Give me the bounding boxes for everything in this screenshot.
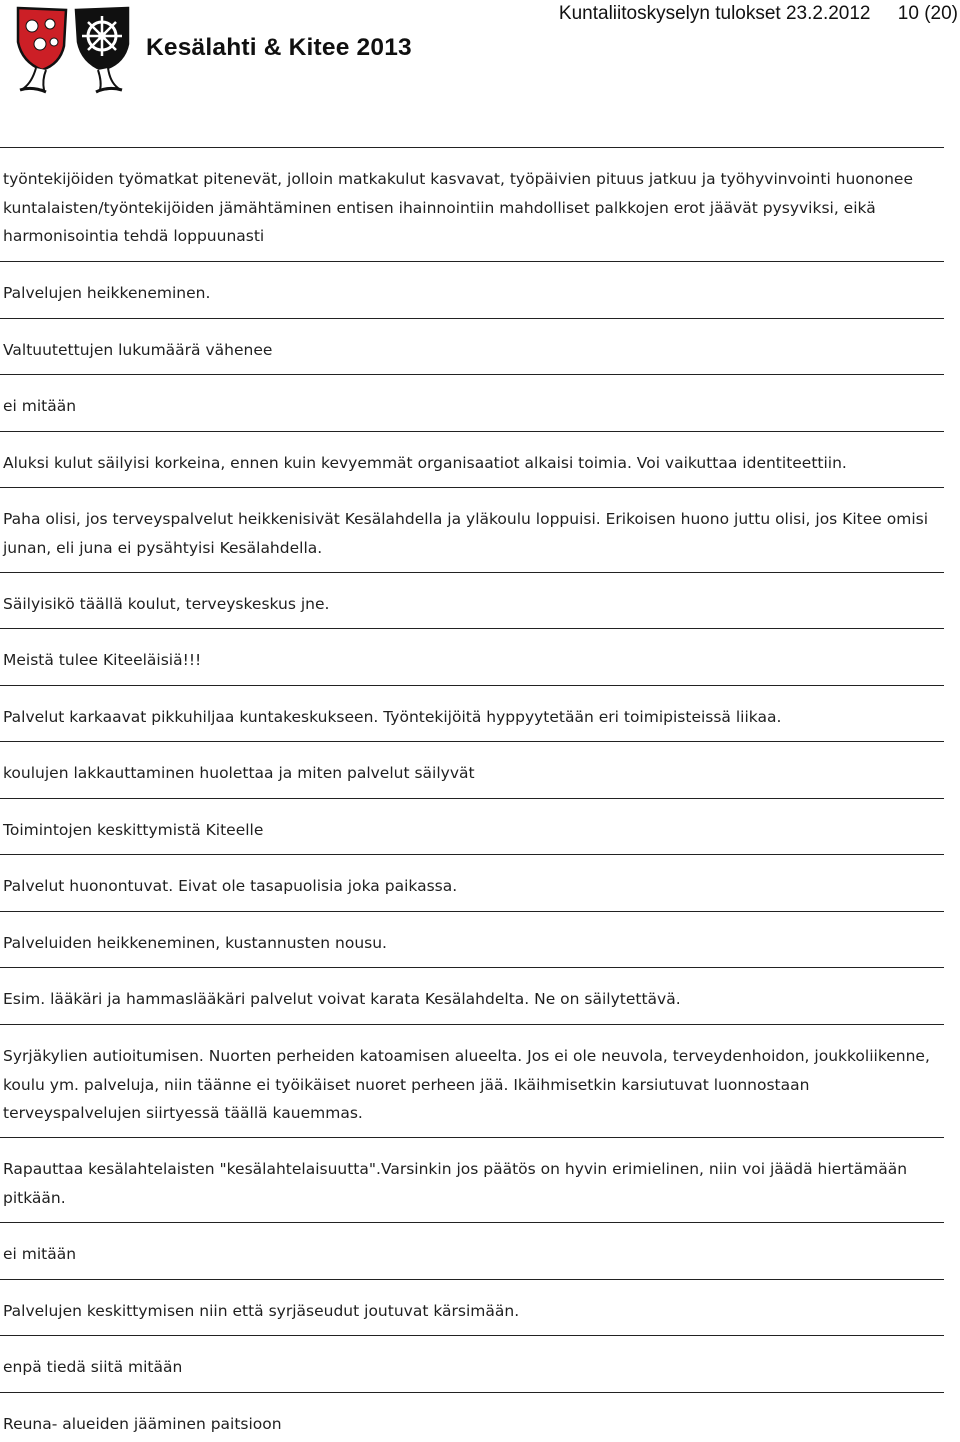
answer-item — [0, 431, 944, 487]
answer-text: työntekijöiden työmatkat pitenevät, jolloin matkakulut kasvavat, työpäivien pituus jatkuu ja työhyvinvointi huononee kuntalaisten/työntekijöiden jämähtäminen entisen ihainnointiin mahdolliset palkkojen erot jäävät pysyviksi, eikä harmonisointia tehdä loppuunasti — [3, 170, 918, 245]
answer-text: Meistä tulee Kiteeläisiä!!! — [3, 651, 202, 669]
answer-item — [0, 1392, 944, 1442]
answer-text: Valtuutettujen lukumäärä vähenee — [3, 341, 273, 359]
answer-item — [0, 911, 944, 967]
answer-text: Palvelut karkaavat pikkuhiljaa kuntakeskukseen. Työntekijöitä hyppyytetään eri toimipisteissä liikaa. — [3, 708, 782, 726]
answer-list — [0, 147, 944, 1442]
answer-text: Palvelujen heikkeneminen. — [3, 284, 211, 302]
answer-text: Palvelut huonontuvat. Eivat ole tasapuolisia joka paikassa. — [3, 877, 458, 895]
answer-item — [0, 1279, 944, 1335]
answer-text: ei mitään — [3, 1245, 77, 1263]
answer-item — [0, 147, 944, 261]
answer-text: Syrjäkylien autioitumisen. Nuorten perheiden katoamisen alueelta. Jos ei ole neuvola, terveydenhoidon, joukkoliikenne, koulu ym. palveluja, niin täänne ei työikäiset nuoret perheen jää. Ikäihmisetkin karsiutuvat luonnostaan terveyspalvelujen siirtyessä täällä kauemmas. — [3, 1047, 935, 1122]
answer-item — [0, 487, 944, 572]
answer-text: enpä tiedä siitä mitään — [3, 1358, 183, 1376]
answer-text: Reuna- alueiden jääminen paitsioon — [3, 1415, 282, 1433]
answer-text: Esim. lääkäri ja hammaslääkäri palvelut voivat karata Kesälahdelta. Ne on säilytettävä. — [3, 990, 681, 1008]
answer-item — [0, 374, 944, 431]
answer-item — [0, 1335, 944, 1392]
answer-item — [0, 1024, 944, 1137]
answer-text: Palveluiden heikkeneminen, kustannusten nousu. — [3, 934, 387, 952]
answer-item — [0, 1137, 944, 1222]
answer-item — [0, 967, 944, 1024]
answer-text: Säilyisikö täällä koulut, terveyskeskus jne. — [3, 595, 330, 613]
answer-text: ei mitään — [3, 397, 77, 415]
answer-text: koulujen lakkauttaminen huolettaa ja miten palvelut säilyvät — [3, 764, 475, 782]
logo — [10, 2, 140, 98]
page-indicator: 10 (20) — [897, 3, 958, 24]
answer-item — [0, 261, 944, 318]
answer-item — [0, 798, 944, 854]
document-info — [559, 3, 958, 25]
answer-item — [0, 741, 944, 798]
page-header — [0, 0, 960, 110]
answer-text: Palvelujen keskittymisen niin että syrjäseudut joutuvat kärsimään. — [3, 1302, 520, 1320]
document-title: Kuntaliitoskyselyn tulokset 23.2.2012 — [558, 3, 871, 24]
answer-text: Rapauttaa kesälahtelaisten "kesälahtelaisuutta".Varsinkin jos päätös on hyvin erimielinen, niin voi jäädä hiertämään pitkään. — [3, 1160, 913, 1207]
answer-text: Paha olisi, jos terveyspalvelut heikkenisivät Kesälahdella ja yläkoulu loppuisi. Erikoisen huono juttu olisi, jos Kitee omisi junan, eli juna ei pysähtyisi Kesälahdella. — [3, 510, 933, 557]
answer-item — [0, 854, 944, 911]
brand-title: Kesälahti & Kitee 2013 — [146, 34, 412, 61]
answer-text: Aluksi kulut säilyisi korkeina, ennen kuin kevyemmät organisaatiot alkaisi toimia. Voi vaikuttaa identiteettiin. — [3, 454, 847, 472]
answer-item — [0, 572, 944, 628]
answer-item — [0, 685, 944, 741]
answer-item — [0, 628, 944, 685]
answer-item — [0, 318, 944, 374]
answer-text: Toimintojen keskittymistä Kiteelle — [3, 821, 264, 839]
answer-item — [0, 1222, 944, 1279]
